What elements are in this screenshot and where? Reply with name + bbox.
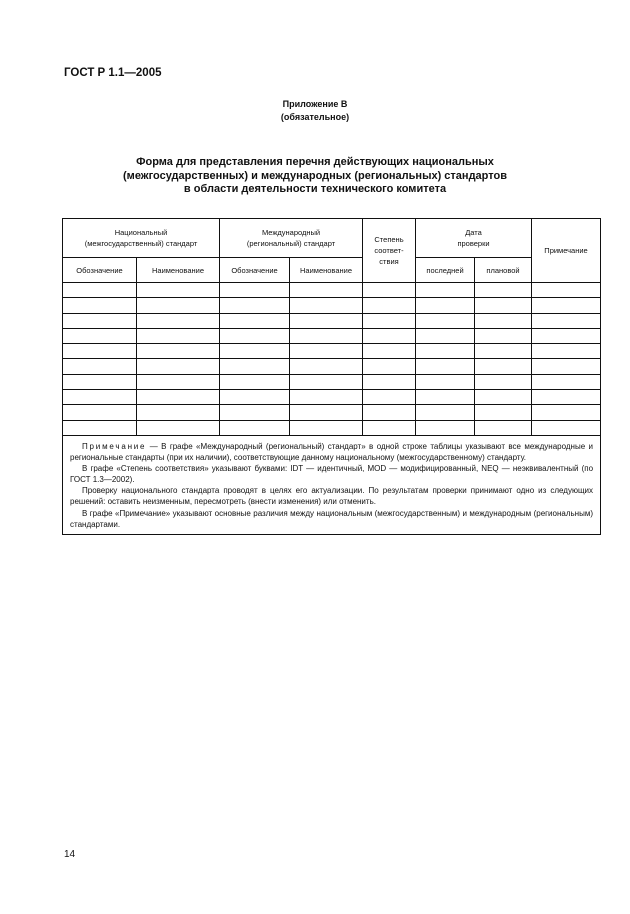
table-cell bbox=[137, 374, 220, 389]
table-row bbox=[63, 313, 601, 328]
note-paragraph-4: В графе «Примечание» указывают основные различия между национальным (межгосударственным) и международным (региональным) стандартами. bbox=[70, 508, 594, 529]
table-cell bbox=[63, 344, 137, 359]
table-cell bbox=[220, 328, 290, 343]
table-cell bbox=[475, 359, 532, 374]
table-cell bbox=[363, 298, 416, 313]
note-label: Примечание bbox=[82, 441, 147, 451]
page-number: 14 bbox=[64, 849, 76, 860]
table-cell bbox=[220, 359, 290, 374]
table-cell bbox=[475, 420, 532, 435]
table-cell bbox=[363, 344, 416, 359]
table-cell bbox=[220, 374, 290, 389]
table-cell bbox=[137, 359, 220, 374]
header-last-check: последней bbox=[416, 258, 475, 283]
table-cell bbox=[475, 344, 532, 359]
table-cell bbox=[137, 405, 220, 420]
table-cell bbox=[416, 374, 475, 389]
header-designation-national: Обозначение bbox=[63, 258, 137, 283]
header-name-international: Наименование bbox=[290, 258, 363, 283]
header-planned-check: плановой bbox=[475, 258, 532, 283]
table-row bbox=[63, 374, 601, 389]
header-designation-international: Обозначение bbox=[220, 258, 290, 283]
table-cell bbox=[137, 298, 220, 313]
table-cell bbox=[416, 405, 475, 420]
header-international-standard: Международный (региональный) стандарт bbox=[220, 219, 363, 258]
table-cell bbox=[475, 374, 532, 389]
table-cell bbox=[363, 420, 416, 435]
table-cell bbox=[290, 298, 363, 313]
table-cell bbox=[363, 374, 416, 389]
header-check-date: Дата проверки bbox=[416, 219, 532, 258]
table-cell bbox=[416, 313, 475, 328]
table-row bbox=[63, 405, 601, 420]
table-cell bbox=[363, 283, 416, 298]
table-cell bbox=[363, 328, 416, 343]
table-cell bbox=[532, 313, 601, 328]
table-cell bbox=[532, 420, 601, 435]
table-note bbox=[63, 435, 601, 534]
form-title-line-2: (межгосударственных) и международных (региональных) стандартов bbox=[123, 169, 507, 182]
form-title bbox=[0, 156, 630, 197]
table-cell bbox=[63, 359, 137, 374]
table-cell bbox=[290, 359, 363, 374]
table-cell bbox=[220, 344, 290, 359]
table-cell bbox=[63, 283, 137, 298]
note-paragraph-2: В графе «Степень соответствия» указывают буквами: IDT — идентичный, MOD — модифицированный, NEQ — неэквивалентный (по ГОСТ 1.3—2002). bbox=[70, 464, 594, 485]
table-cell bbox=[416, 359, 475, 374]
table-row bbox=[63, 420, 601, 435]
table-cell bbox=[532, 359, 601, 374]
table-cell bbox=[290, 344, 363, 359]
table-row bbox=[63, 390, 601, 405]
table-cell bbox=[137, 390, 220, 405]
table-cell bbox=[63, 298, 137, 313]
table-cell bbox=[220, 405, 290, 420]
table-cell bbox=[416, 328, 475, 343]
table-cell bbox=[63, 390, 137, 405]
table-cell bbox=[416, 298, 475, 313]
table-cell bbox=[220, 298, 290, 313]
table-cell bbox=[475, 328, 532, 343]
table-cell bbox=[416, 420, 475, 435]
table-cell bbox=[363, 390, 416, 405]
table-cell bbox=[220, 283, 290, 298]
appendix-heading bbox=[0, 98, 630, 124]
table-row bbox=[63, 283, 601, 298]
header-national-standard: Национальный (межгосударственный) стандарт bbox=[63, 219, 220, 258]
table-cell bbox=[532, 344, 601, 359]
table-cell bbox=[475, 298, 532, 313]
note-row bbox=[63, 435, 601, 534]
table-cell bbox=[290, 283, 363, 298]
table-cell bbox=[416, 344, 475, 359]
table-cell bbox=[532, 405, 601, 420]
appendix-status: (обязательное) bbox=[280, 112, 350, 122]
table-cell bbox=[63, 328, 137, 343]
table-row bbox=[63, 298, 601, 313]
table-cell bbox=[363, 359, 416, 374]
table-cell bbox=[363, 405, 416, 420]
appendix-label: Приложение В bbox=[282, 99, 348, 109]
table-cell bbox=[137, 328, 220, 343]
form-title-line-3: в области деятельности технического комитета bbox=[183, 183, 447, 195]
table-cell bbox=[137, 344, 220, 359]
table-cell bbox=[137, 420, 220, 435]
table-cell bbox=[220, 313, 290, 328]
table-cell bbox=[137, 313, 220, 328]
table-cell bbox=[475, 390, 532, 405]
table-cell bbox=[63, 405, 137, 420]
table-cell bbox=[475, 405, 532, 420]
table-cell bbox=[290, 313, 363, 328]
table-cell bbox=[532, 283, 601, 298]
table-cell bbox=[137, 283, 220, 298]
table-cell bbox=[63, 420, 137, 435]
table-cell bbox=[532, 328, 601, 343]
table-cell bbox=[290, 390, 363, 405]
table-cell bbox=[416, 390, 475, 405]
note-paragraph-3: Проверку национального стандарта проводят в целях его актуализации. По результатам проверки принимают одно из следующих решений: оставить неизменным, пересмотреть (внести изменения) или отменить. bbox=[70, 486, 594, 507]
table-row bbox=[63, 344, 601, 359]
table-cell bbox=[220, 420, 290, 435]
table-cell bbox=[532, 390, 601, 405]
table-cell bbox=[416, 283, 475, 298]
table-cell bbox=[475, 313, 532, 328]
note-paragraph-1 bbox=[70, 441, 593, 463]
standards-table bbox=[62, 218, 601, 535]
table-cell bbox=[363, 313, 416, 328]
table-cell bbox=[63, 313, 137, 328]
table-cell bbox=[220, 390, 290, 405]
table-cell bbox=[532, 374, 601, 389]
header-degree-of-conformity: Степень соответ- ствия bbox=[363, 219, 416, 283]
table-cell bbox=[475, 283, 532, 298]
table-cell bbox=[532, 298, 601, 313]
header-remark: Примечание bbox=[532, 219, 601, 283]
note-text-1: — В графе «Международный (региональный) стандарт» в одной строке таблицы указывают все международные и региональные стандарты (при их наличии), соответствующие данному национальному (межгосударственному) стандарту. bbox=[70, 441, 594, 463]
table-row bbox=[63, 359, 601, 374]
table-header-row-2 bbox=[63, 258, 601, 283]
document-code: ГОСТ Р 1.1—2005 bbox=[64, 67, 162, 79]
table-row bbox=[63, 328, 601, 343]
table-cell bbox=[63, 374, 137, 389]
table-cell bbox=[290, 420, 363, 435]
table-cell bbox=[290, 405, 363, 420]
table-header-row-1 bbox=[63, 219, 601, 258]
table-cell bbox=[290, 374, 363, 389]
form-title-line-1: Форма для представления перечня действующих национальных bbox=[136, 156, 494, 168]
table-cell bbox=[290, 328, 363, 343]
header-name-national: Наименование bbox=[137, 258, 220, 283]
